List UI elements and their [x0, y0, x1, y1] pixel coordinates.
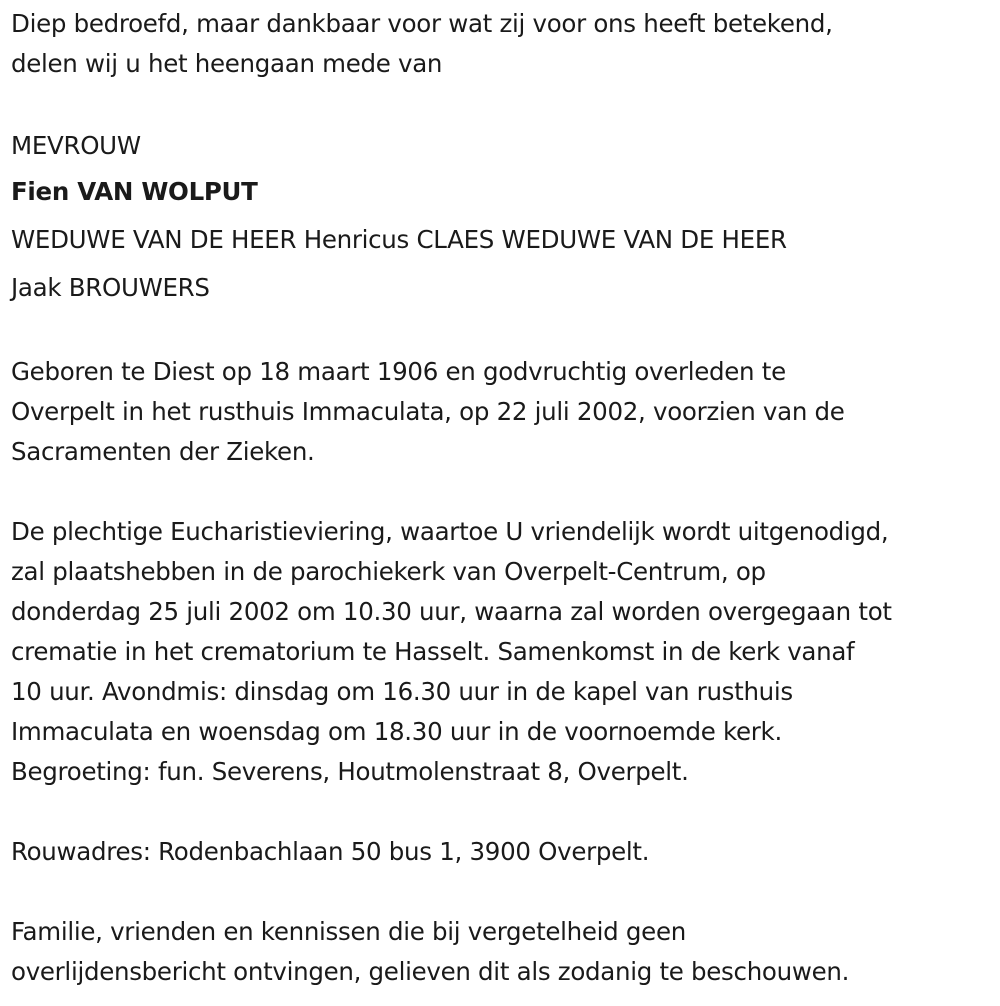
deceased-title: MEVROUW: [11, 131, 141, 160]
ceremony-line: zal plaatshebben in de parochiekerk van Overpelt-Centrum, op: [11, 557, 766, 586]
ceremony-line: 10 uur. Avondmis: dinsdag om 16.30 uur in de kapel van rusthuis: [11, 677, 793, 706]
deceased-block: [11, 124, 996, 312]
closing-line: overlijdensbericht ontvingen, gelieven dit als zodanig te beschouwen.: [11, 957, 850, 986]
obituary-notice: [11, 4, 996, 992]
ceremony-line: Immaculata en woensdag om 18.30 uur in de voornoemde kerk.: [11, 717, 782, 746]
ceremony-line: crematie in het crematorium te Hasselt. Samenkomst in de kerk vanaf: [11, 637, 855, 666]
address-line: Rouwadres: Rodenbachlaan 50 bus 1, 3900 Overpelt.: [11, 837, 650, 866]
intro-line: delen wij u het heengaan mede van: [11, 49, 443, 78]
birth-death-line: Geboren te Diest op 18 maart 1906 en godvruchtig overleden te: [11, 357, 786, 386]
ceremony-line: De plechtige Eucharistieviering, waartoe U vriendelijk wordt uitgenodigd,: [11, 517, 889, 546]
closing-line: Familie, vrienden en kennissen die bij vergetelheid geen: [11, 917, 686, 946]
intro-line: Diep bedroefd, maar dankbaar voor wat zij voor ons heeft betekend,: [11, 9, 833, 38]
address-paragraph: [11, 832, 996, 872]
birth-death-paragraph: [11, 352, 996, 472]
ceremony-line: donderdag 25 juli 2002 om 10.30 uur, waarna zal worden overgegaan tot: [11, 597, 892, 626]
birth-death-line: Sacramenten der Zieken.: [11, 437, 315, 466]
ceremony-paragraph: [11, 512, 996, 792]
ceremony-line: Begroeting: fun. Severens, Houtmolenstraat 8, Overpelt.: [11, 757, 689, 786]
spouses-line: WEDUWE VAN DE HEER Henricus CLAES WEDUWE VAN DE HEER: [11, 225, 787, 254]
spouses-line: Jaak BROUWERS: [11, 273, 210, 302]
deceased-name: Fien VAN WOLPUT: [11, 177, 258, 206]
birth-death-line: Overpelt in het rusthuis Immaculata, op 22 juli 2002, voorzien van de: [11, 397, 845, 426]
closing-paragraph: [11, 912, 996, 992]
intro-paragraph: [11, 4, 996, 84]
